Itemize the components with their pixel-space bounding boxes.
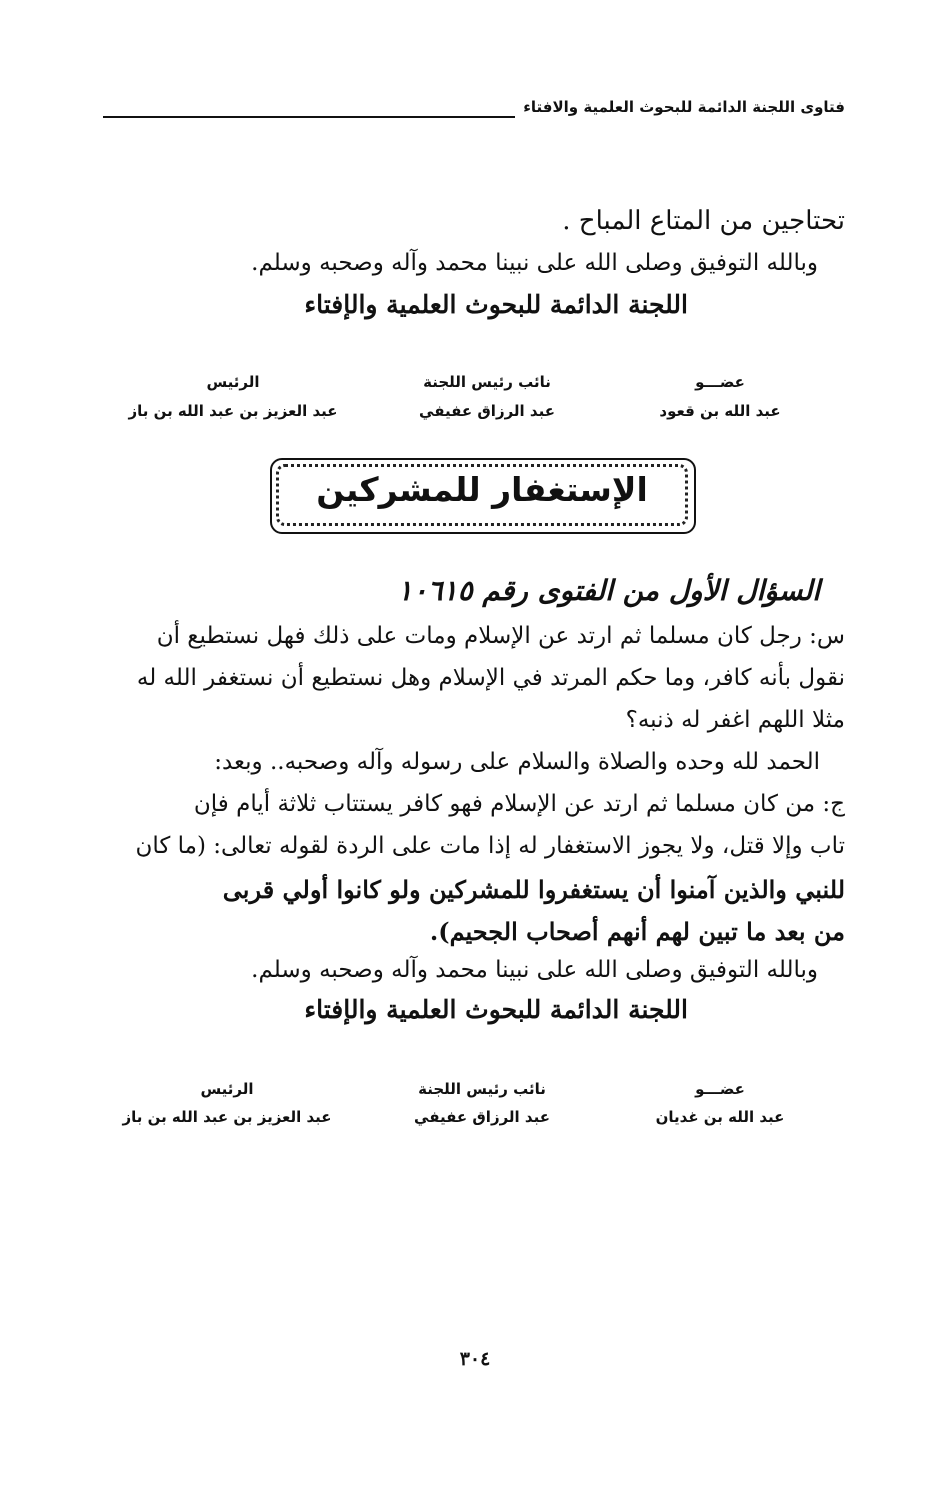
answer-line-quran: من بعد ما تبين لهم أنهم أصحاب الجحيم). (429, 917, 845, 946)
signatory-title: عضـــو (695, 1080, 745, 1098)
page-number: ٣٠٤ (459, 1348, 491, 1370)
signatory-name: عبد العزيز بن عبد الله بن باز (122, 1108, 332, 1126)
question-heading: السؤال الأول من الفتوى رقم ١٠٦١٥ (397, 574, 820, 607)
question-line: مثلا اللهم اغفر له ذنبه؟ (625, 707, 845, 733)
running-header: فتاوى اللجنة الدائمة للبحوث العلمية والافتاء (523, 98, 845, 116)
answer-line: تاب وإلا قتل، ولا يجوز الاستغفار له إذا مات على الردة لقوله تعالى: (ما كان (135, 833, 845, 859)
section-title: الإستغفار للمشركين (316, 470, 648, 509)
signatory-title: الرئيس (206, 373, 260, 391)
praise-line: الحمد لله وحده والصلاة والسلام على رسوله وآله وصحبه.. وبعد: (214, 749, 820, 775)
fatwa-closing: وبالله التوفيق وصلى الله على نبينا محمد وآله وصحبه وسلم. (251, 957, 818, 983)
signatory-title: نائب رئيس اللجنة (423, 373, 551, 391)
signatory-title: الرئيس (200, 1080, 254, 1098)
signatory-name: عبد العزيز بن عبد الله بن باز (128, 402, 338, 420)
signatory-title: نائب رئيس اللجنة (418, 1080, 546, 1098)
fatwa-committee: اللجنة الدائمة للبحوث العلمية والإفتاء (304, 995, 688, 1024)
previous-fatwa-ending: تحتاجين من المتاع المباح . (562, 206, 845, 236)
question-line: نقول بأنه كافر، وما حكم المرتد في الإسلام وهل نستطيع أن نستغفر الله له (136, 665, 845, 691)
previous-fatwa-closing: وبالله التوفيق وصلى الله على نبينا محمد وآله وصحبه وسلم. (251, 250, 818, 276)
signatory-name: عبد الله بن قعود (659, 402, 781, 420)
question-line: س: رجل كان مسلما ثم ارتد عن الإسلام ومات على ذلك فهل نستطيع أن (156, 623, 845, 649)
signatory-name: عبد الله بن غديان (655, 1108, 785, 1126)
previous-fatwa-committee: اللجنة الدائمة للبحوث العلمية والإفتاء (304, 290, 688, 319)
answer-line-quran: للنبي والذين آمنوا أن يستغفروا للمشركين ولو كانوا أولي قربى (222, 875, 845, 904)
signatory-name: عبد الرزاق عفيفي (414, 1108, 550, 1126)
signatory-title: عضـــو (695, 373, 745, 391)
header-rule (103, 116, 515, 118)
signatory-name: عبد الرزاق عفيفي (419, 402, 555, 420)
answer-line: ج: من كان مسلما ثم ارتد عن الإسلام فهو كافر يستتاب ثلاثة أيام فإن (193, 791, 845, 817)
